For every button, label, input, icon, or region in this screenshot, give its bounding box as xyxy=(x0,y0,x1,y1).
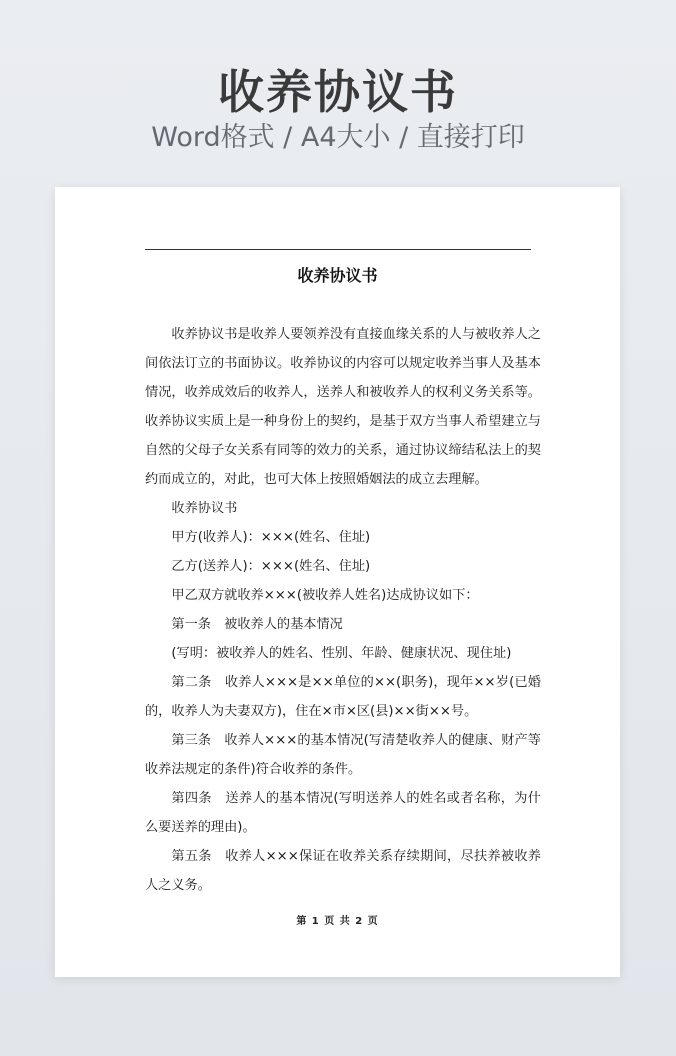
document-body xyxy=(145,320,541,900)
paragraph-intro: 收养协议书是收养人要领养没有直接血缘关系的人与被收养人之间依法订立的书面协议。收养协议的内容可以规定收养当事人及基本情况，收养成效后的收养人，送养人和被收养人的权利义务关系等。收养协议实质上是一种身份上的契约，是基于双方当事人希望建立与自然的父母子女关系有同等的效力的关系，通过协议缔结私法上的契约而成立的，对此，也可大体上按照婚姻法的成立去理解。 xyxy=(145,327,541,487)
banner-subtitle: Word格式 / A4大小 / 直接打印 xyxy=(151,122,525,153)
paragraph-article-4: 第四条 送养人的基本情况(写明送养人的姓名或者名称，为什么要送养的理由)。 xyxy=(145,791,541,835)
header-rule xyxy=(145,249,531,250)
paragraph-article-1-note: (写明：被收养人的姓名、性别、年龄、健康状况、现住址) xyxy=(171,646,512,661)
paragraph-agreement: 甲乙双方就收养×××(被收养人姓名)达成协议如下： xyxy=(171,588,479,603)
banner-title: 收养协议书 xyxy=(218,65,458,119)
paragraph-article-3: 第三条 收养人×××的基本情况(写清楚收养人的健康、财产等收养法规定的条件)符合收养的条件。 xyxy=(145,733,541,777)
paragraph-party-a: 甲方(收养人)：×××(姓名、住址) xyxy=(171,530,371,545)
paragraph-article-2: 第二条 收养人×××是××单位的××(职务)，现年××岁(已婚的，收养人为夫妻双方)，住在×市×区(县)××街××号。 xyxy=(145,675,541,719)
paragraph-article-5: 第五条 收养人×××保证在收养关系存续期间，尽扶养被收养人之义务。 xyxy=(145,849,541,893)
document-page xyxy=(55,187,620,977)
document-title: 收养协议书 xyxy=(297,266,378,285)
paragraph-article-1: 第一条 被收养人的基本情况 xyxy=(171,617,343,632)
paragraph-heading: 收养协议书 xyxy=(171,501,238,516)
paragraph-party-b: 乙方(送养人)：×××(姓名、住址) xyxy=(171,559,371,574)
page-number: 第 1 页 共 2 页 xyxy=(296,916,379,927)
